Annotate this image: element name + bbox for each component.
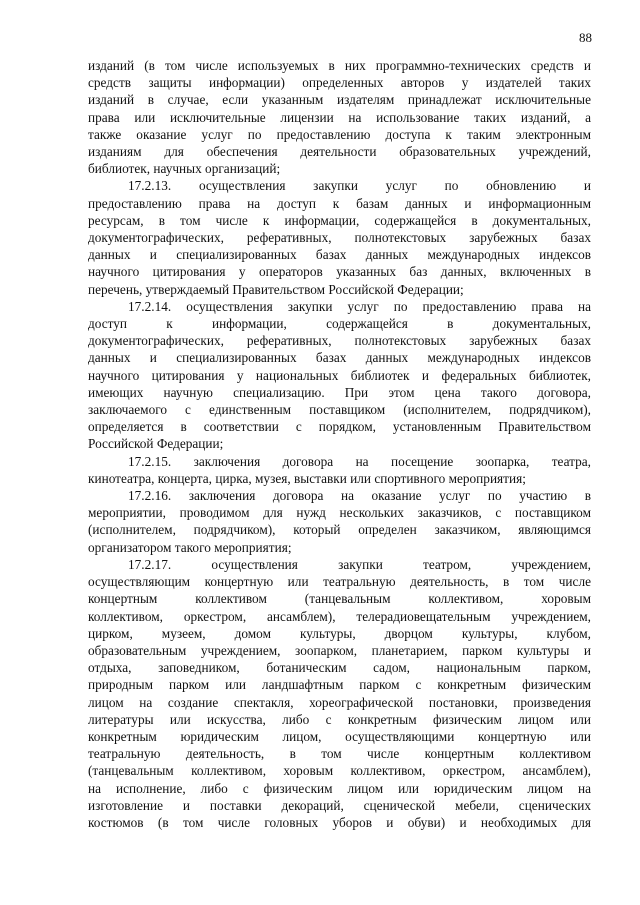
text-line: права или исключительные лицензии на использование таких изданий, а — [88, 109, 591, 125]
text-line: 17.2.15. заключения договора на посещение зоопарка, театра, — [128, 453, 591, 469]
text-line: концертным коллективом (танцевальным коллективом, хоровым — [88, 591, 591, 607]
text-line: театральную деятельность, в том числе концертным коллективом — [88, 746, 591, 762]
text-line: средств защиты информации) определенных авторов у издателей таких — [88, 75, 591, 91]
text-line: цирком, музеем, домом культуры, дворцом культуры, клубом, — [88, 625, 591, 641]
text-line: документографических, реферативных, полнотекстовых зарубежных базах — [88, 333, 591, 349]
text-line: документографических, реферативных, полнотекстовых зарубежных базах — [88, 230, 591, 246]
text-line: изданий в случае, если указанным издателям принадлежат исключительные — [88, 92, 591, 108]
document-body — [88, 57, 591, 831]
text-line: также оказание услуг по предоставлению доступа к таким электронным — [88, 126, 591, 142]
text-line: 17.2.16. заключения договора на оказание услуг по участию в — [128, 488, 591, 504]
text-line: природным парком или ландшафтным парком с конкретным физическим — [88, 677, 591, 693]
text-line: организатором такого мероприятия; — [88, 539, 292, 555]
page-number: 88 — [579, 30, 592, 45]
text-line: доступ к информации, содержащейся в документальных, — [88, 316, 591, 332]
paragraph-17-2-14 — [88, 298, 591, 453]
text-line: научного цитирования у операторов указанных баз данных, включенных в — [88, 264, 591, 280]
text-line: осуществляющим концертную или театральную деятельность, в том числе — [88, 574, 591, 590]
paragraph-17-2-17 — [88, 556, 591, 831]
text-line: кинотеатра, концерта, цирка, музея, выставки или спортивного мероприятия; — [88, 470, 526, 486]
paragraph-17-2-16 — [88, 487, 591, 556]
text-line: образовательным учреждением, зоопарком, планетарием, парком культуры и — [88, 642, 591, 658]
text-line: данных и специализированных базах данных международных индексов — [88, 350, 591, 366]
text-line: Российской Федерации; — [88, 436, 224, 452]
text-line: 17.2.14. осуществления закупки услуг по предоставлению права на — [128, 298, 591, 314]
paragraph-17-2-15 — [88, 453, 591, 487]
text-line: на исполнение, либо с физическим лицом или юридическим лицом на — [88, 780, 591, 796]
text-line: предоставлению права на доступ к базам данных и информационным — [88, 195, 591, 211]
text-line: литературы или искусства, либо с конкретным физическим лицом или — [88, 711, 591, 727]
text-line: изготовление и поставки декораций, сценической мебели, сценических — [88, 797, 591, 813]
text-line: данных и специализированных базах данных международных индексов — [88, 247, 591, 263]
text-line: изданиям для обеспечения деятельности образовательных учреждений, — [88, 144, 591, 160]
text-line: ресурсам, в том числе к информации, содержащейся в документальных, — [88, 212, 591, 228]
text-line: заключаемого с единственным поставщиком (исполнителем, подрядчиком), — [88, 402, 591, 418]
text-line: конкретным юридическим лицом, осуществляющими концертную или — [88, 728, 591, 744]
text-line: отдыха, заповедником, ботаническим садом, национальным парком, — [88, 660, 591, 676]
text-line: костюмов (в том числе головных уборов и обуви) и необходимых для — [88, 814, 591, 830]
text-line: библиотек, научных организаций; — [88, 161, 281, 177]
text-line: коллективом, оркестром, ансамблем), телерадиовещательным учреждением, — [88, 608, 591, 624]
text-line: определяется в соответствии с порядком, установленным Правительством — [88, 419, 591, 435]
text-line: (танцевальным коллективом, хоровым коллективом, оркестром, ансамблем), — [88, 763, 591, 779]
text-line: 17.2.13. осуществления закупки услуг по обновлению и — [128, 178, 591, 194]
text-line: имеющих научную специализацию. При этом цена такого договора, — [88, 384, 591, 400]
text-line: лицом на создание спектакля, хореографической постановки, произведения — [88, 694, 591, 710]
text-line: научного цитирования у национальных библиотек и федеральных библиотек, — [88, 367, 591, 383]
text-line: мероприятии, проводимом для нужд нескольких заказчиков, с поставщиком — [88, 505, 591, 521]
paragraph-17-2-13 — [88, 177, 591, 297]
text-line: 17.2.17. осуществления закупки театром, учреждением, — [128, 556, 591, 572]
text-line: (исполнителем, подрядчиком), который определен заказчиком, являющимся — [88, 522, 591, 538]
paragraph-continuation — [88, 57, 591, 177]
text-line: перечень, утверждаемый Правительством Российской Федерации; — [88, 281, 464, 297]
text-line: изданий (в том числе используемых в них программно-технических средств и — [88, 58, 591, 73]
